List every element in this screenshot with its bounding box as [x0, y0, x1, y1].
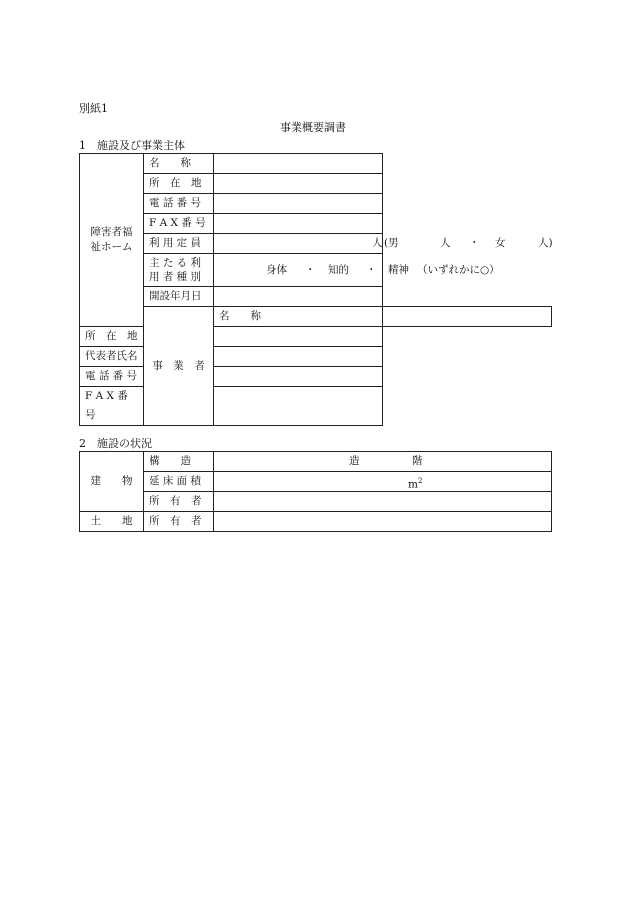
- capacity-field[interactable]: [214, 234, 553, 254]
- home-name-field[interactable]: [214, 154, 383, 174]
- operator-name-field[interactable]: [383, 307, 552, 327]
- operator-address-label: 所 在 地: [80, 327, 144, 347]
- area-unit: $m^2$: [408, 477, 423, 491]
- opening-date-field[interactable]: [214, 287, 383, 307]
- home-fax-field[interactable]: [214, 214, 383, 234]
- floor-area-field[interactable]: [214, 472, 552, 492]
- home-phone-field[interactable]: [214, 194, 383, 214]
- operator-fax-field[interactable]: [214, 387, 383, 426]
- opening-date-label: 開設年月日: [144, 287, 214, 307]
- building-group-label: 建 物: [80, 452, 144, 512]
- home-name-label: 名 称: [144, 154, 214, 174]
- representative-field[interactable]: [214, 347, 383, 367]
- home-phone-label: 電 話 番 号: [144, 194, 214, 214]
- structure-field[interactable]: [214, 452, 552, 472]
- capacity-male-open: (男: [384, 237, 399, 249]
- capacity-label: 利 用 定 員: [144, 234, 214, 254]
- structure-floors: 階: [412, 455, 423, 467]
- building-owner-field[interactable]: [214, 492, 552, 512]
- home-address-field[interactable]: [214, 174, 383, 194]
- capacity-male-unit: 人: [440, 237, 451, 249]
- user-type-mental: 精神: [388, 264, 409, 276]
- home-address-label: 所 在 地: [144, 174, 214, 194]
- section2-heading: 2 施設の状況: [79, 437, 152, 450]
- operator-address-field[interactable]: [214, 327, 383, 347]
- user-type-dot-1: ・: [305, 264, 316, 276]
- structure-label: 構 造: [144, 452, 214, 472]
- user-type-note: （いずれかに○）: [417, 264, 500, 276]
- home-fax-label: F A X 番 号: [144, 214, 214, 234]
- home-group-label: 障害者福祉ホーム: [80, 154, 144, 327]
- operator-name-label: 名 称: [214, 307, 383, 327]
- land-owner-label: 所 有 者: [144, 512, 214, 532]
- capacity-separator: ・: [469, 237, 480, 249]
- building-owner-label: 所 有 者: [144, 492, 214, 512]
- user-type-label: 主 た る 利 用 者 種 別: [144, 254, 214, 287]
- operator-phone-label: 電 話 番 号: [80, 367, 144, 387]
- section1-heading: 1 施設及び事業主体: [79, 139, 185, 152]
- representative-label: 代表者氏名: [80, 347, 144, 367]
- user-type-physical: 身体: [266, 264, 287, 276]
- facility-table: [79, 153, 552, 426]
- user-type-intellectual: 知的: [328, 264, 349, 276]
- document-title: 事業概要調書: [280, 121, 346, 134]
- floor-area-label: 延 床 面 積: [144, 472, 214, 492]
- user-type-field[interactable]: [214, 254, 500, 287]
- capacity-female-unit: 人): [538, 237, 553, 249]
- land-owner-field[interactable]: [214, 512, 552, 532]
- land-group-label: 土 地: [80, 512, 144, 532]
- attachment-label: 別紙1: [79, 102, 108, 115]
- capacity-female: 女: [495, 237, 506, 249]
- building-table: [79, 451, 552, 532]
- user-type-dot-2: ・: [366, 264, 377, 276]
- structure-made: 造: [349, 455, 360, 467]
- operator-fax-label: F A X 番 号: [80, 387, 144, 426]
- capacity-unit: 人: [372, 237, 383, 249]
- operator-phone-field[interactable]: [214, 367, 383, 387]
- operator-group-label: 事 業 者: [144, 307, 214, 426]
